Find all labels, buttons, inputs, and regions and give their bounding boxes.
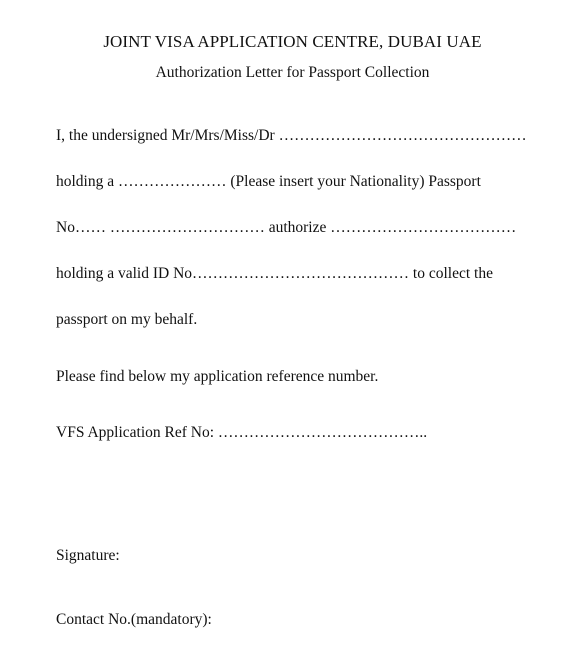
signature-label: Signature: <box>56 547 120 564</box>
nationality-line: holding a ………………… (Please insert your Nationality) Passport <box>56 173 481 190</box>
reference-instruction: Please find below my application reference number. <box>56 368 379 385</box>
id-number-line: holding a valid ID No…………………………………… to collect the <box>56 265 493 282</box>
undersigned-line: I, the undersigned Mr/Mrs/Miss/Dr ………………………………………… <box>56 127 527 144</box>
vfs-ref-line: VFS Application Ref No: ………………………………….. <box>56 424 428 441</box>
document-header: JOINT VISA APPLICATION CENTRE, DUBAI UAE <box>103 32 482 51</box>
passport-number-line: No…… ………………………… authorize ……………………………… <box>56 219 517 236</box>
document-subtitle: Authorization Letter for Passport Collection <box>155 64 430 81</box>
behalf-line: passport on my behalf. <box>56 311 198 328</box>
contact-label: Contact No.(mandatory): <box>56 611 212 628</box>
